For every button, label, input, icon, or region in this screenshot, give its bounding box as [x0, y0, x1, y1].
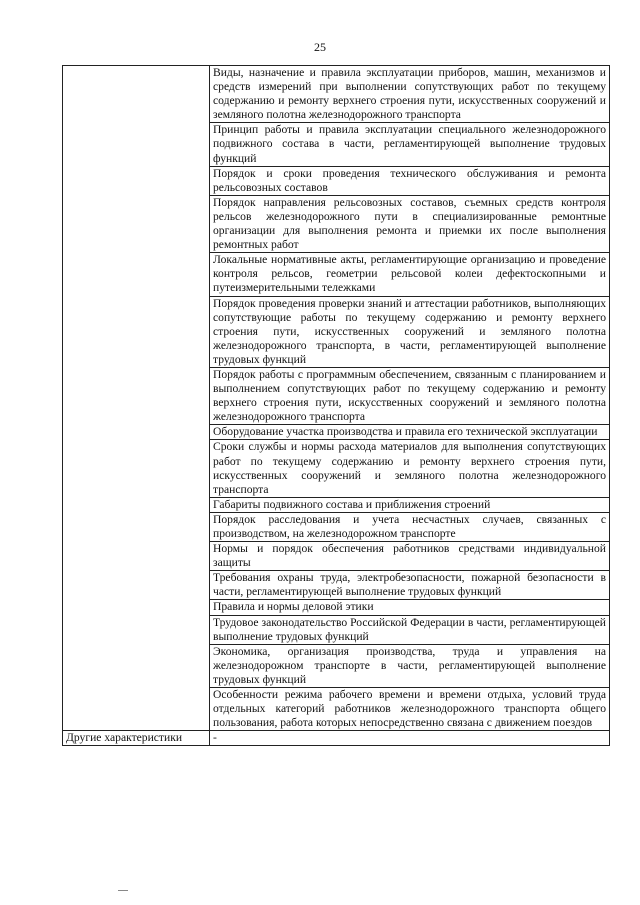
scan-mark [118, 890, 128, 891]
requirement-text: Особенности режима рабочего времени и времени отдыха, условий труда отдельных категорий работников железнодорожного транспорта общего пользования, работа которых непосредственно связана с движением поездов [210, 688, 610, 731]
requirements-table [62, 65, 610, 746]
row-label-cell [63, 66, 210, 731]
table-row [63, 66, 610, 123]
requirement-text: Оборудование участка производства и правила его технической эксплуатации [210, 425, 610, 440]
other-characteristics-label: Другие характеристики [63, 731, 210, 746]
requirement-text: Принцип работы и правила эксплуатации специального железнодорожного подвижного состава в части, регламентирующей выполнение трудовых функций [210, 123, 610, 166]
requirement-text: Порядок проведения проверки знаний и аттестации работников, выполняющих сопутствующие работы по текущему содержанию и ремонту верхнего строения пути, искусственных сооружений и земляного полотна железнодорожного транспорта, в части, регламентирующей выполнение трудовых функций [210, 296, 610, 367]
requirement-text: Габариты подвижного состава и приближения строений [210, 497, 610, 512]
requirement-text: Правила и нормы деловой этики [210, 600, 610, 615]
other-characteristics-value: - [210, 731, 610, 746]
requirement-text: Нормы и порядок обеспечения работников средствами индивидуальной защиты [210, 542, 610, 571]
requirement-text: Порядок расследования и учета несчастных случаев, связанных с производством, на железнодорожном транспорте [210, 512, 610, 541]
requirement-text: Экономика, организация производства, труда и управления на железнодорожном транспорте в части, регламентирующей выполнение трудовых функций [210, 644, 610, 687]
requirement-text: Локальные нормативные акты, регламентирующие организацию и проведение контроля рельсов, геометрии рельсовой колеи дефектоскопными и путеизмерительными тележками [210, 253, 610, 296]
requirement-text: Трудовое законодательство Российской Федерации в части, регламентирующей выполнение трудовых функций [210, 615, 610, 644]
requirement-text: Требования охраны труда, электробезопасности, пожарной безопасности в части, регламентирующей выполнение трудовых функций [210, 571, 610, 600]
requirement-text: Порядок направления рельсовозных составов, съемных средств контроля рельсов железнодорожного пути в специализированные ремонтные организации для выполнения ремонта и приемки их после выполнения ремонтных работ [210, 195, 610, 252]
page-number: 25 [314, 40, 326, 54]
requirement-text: Сроки службы и нормы расхода материалов для выполнения сопутствующих работ по текущему содержанию и ремонту верхнего строения пути, искусственных сооружений и земляного полотна железнодорожного транспорта [210, 440, 610, 497]
other-characteristics-row [63, 731, 610, 746]
requirement-text: Порядок работы с программным обеспечением, связанным с планированием и выполнением сопутствующих работ по текущему содержанию и ремонту верхнего строения пути, искусственных сооружений и земляного полотна железнодорожного транспорта [210, 367, 610, 424]
requirement-text: Виды, назначение и правила эксплуатации приборов, машин, механизмов и средств измерений при выполнении сопутствующих работ по текущему содержанию и ремонту верхнего строения пути, искусственных сооружений и земляного полотна железнодорожного транспорта [210, 66, 610, 123]
requirement-text: Порядок и сроки проведения технического обслуживания и ремонта рельсовозных составов [210, 166, 610, 195]
